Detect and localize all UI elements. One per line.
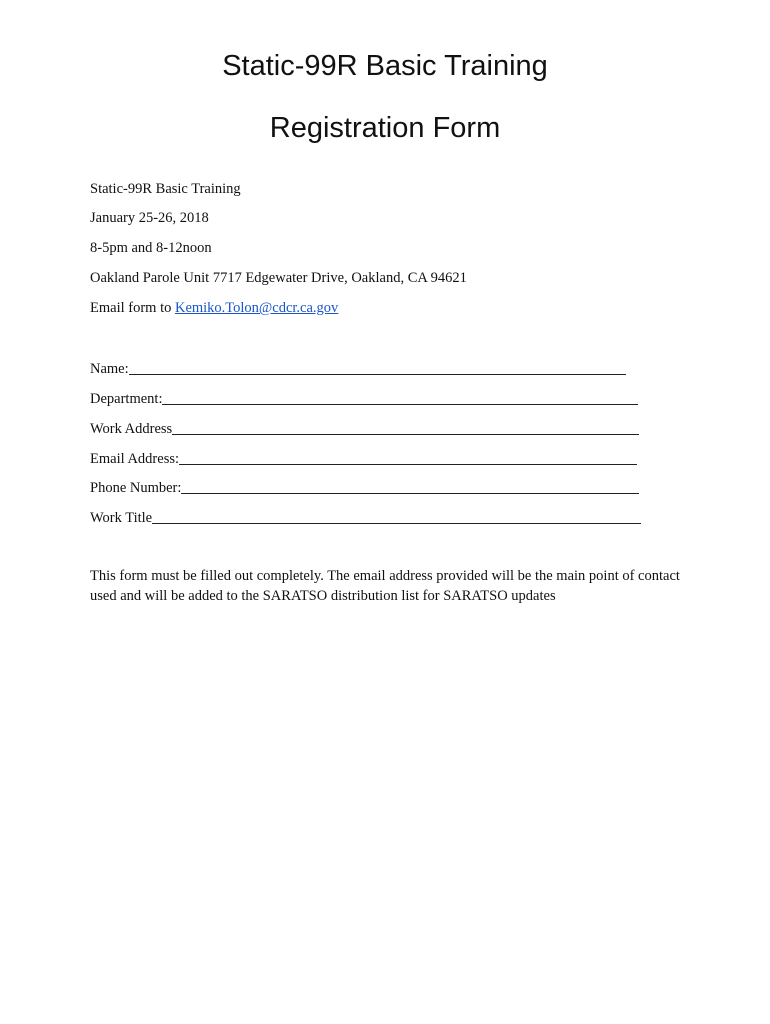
work-address-input-line[interactable] — [172, 420, 639, 435]
email-address-field[interactable] — [90, 448, 637, 468]
course-dates: January 25-26, 2018 — [90, 210, 209, 226]
work-address-label: Work Address — [90, 421, 173, 437]
email-link[interactable]: Kemiko.Tolon@cdcr.ca.gov — [174, 300, 339, 316]
name-label: Name: — [90, 361, 129, 377]
phone-number-input-line[interactable] — [181, 479, 639, 494]
course-location: Oakland Parole Unit 7717 Edgewater Drive, Oakland, CA 94621 — [90, 270, 467, 286]
work-title-field[interactable] — [90, 507, 641, 527]
email-instruction — [90, 300, 338, 317]
title-line-2: Registration Form — [269, 112, 501, 144]
work-address-field[interactable] — [90, 418, 639, 438]
department-label: Department: — [90, 391, 163, 407]
phone-number-label: Phone Number: — [90, 480, 182, 496]
phone-number-field[interactable] — [90, 477, 639, 497]
department-field[interactable] — [90, 388, 638, 408]
title-line-1: Static-99R Basic Training — [222, 50, 548, 82]
email-address-label: Email Address: — [90, 451, 180, 467]
department-input-line[interactable] — [162, 390, 638, 405]
work-title-label: Work Title — [90, 510, 153, 526]
email-address-input-line[interactable] — [179, 450, 637, 465]
email-prefix: Email form to — [90, 300, 172, 316]
name-input-line[interactable] — [129, 360, 626, 375]
notice-text: This form must be filled out completely. The email address provided will be the main point of contact used and will be added to the SARATSO distribution list for SARATSO updates — [90, 568, 680, 604]
work-title-input-line[interactable] — [152, 509, 641, 524]
name-field[interactable] — [90, 358, 626, 378]
course-name: Static-99R Basic Training — [90, 181, 241, 197]
course-times: 8-5pm and 8-12noon — [90, 240, 212, 256]
